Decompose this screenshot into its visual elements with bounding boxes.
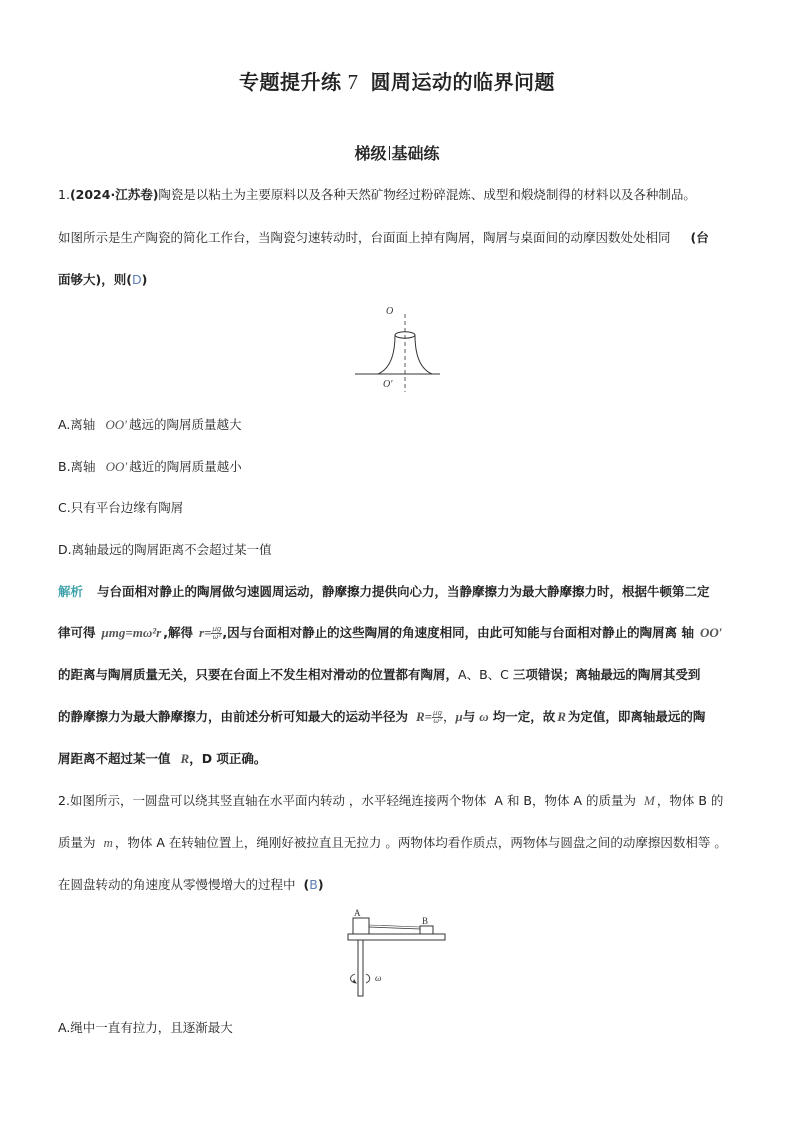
q2-text-1c: ，物体 B 的 — [656, 793, 724, 808]
q1-option-a-prefix: A.离轴 — [58, 417, 96, 432]
pottery-right-side — [415, 335, 432, 374]
disk — [348, 934, 445, 940]
analysis-text-2b: ,解得 — [163, 625, 193, 640]
q1-option-a-suffix: 越远的陶屑质量越大 — [128, 417, 242, 432]
analysis-text-3b: 三项错误；离轴最远的陶屑其受到 — [512, 667, 701, 682]
analysis-text-4b: 与 — [462, 709, 476, 724]
label-o-prime: O′ — [383, 379, 393, 390]
analysis-text-3a: 的距离与陶屑质量无关，只要在台面上不发生相对滑动的位置都有陶屑， — [58, 667, 459, 682]
analysis-text-4a: 的静摩擦力为最大静摩擦力，由前述分析可知最大的运动半径为 — [58, 709, 409, 724]
analysis-line3 — [58, 665, 700, 683]
q1-text-2-tail: (台 — [690, 230, 709, 245]
q1-source: (2024·江苏卷) — [69, 187, 159, 202]
page-title — [0, 66, 794, 95]
q2-answer: B — [309, 877, 318, 892]
block-b — [420, 926, 433, 934]
rotating-disk-figure — [345, 905, 450, 1000]
section-heading-left: 梯级 — [354, 144, 387, 163]
equation-2: r= — [198, 625, 212, 640]
q2-option-a: A.绳中一直有拉力，且逐渐最大 — [58, 1020, 233, 1035]
q2-line2 — [58, 833, 727, 851]
fraction-denominator: ω² — [212, 633, 222, 641]
q1-line2 — [58, 228, 709, 246]
q1-number: 1. — [58, 187, 70, 202]
analysis-label: 解析 — [58, 584, 84, 599]
fraction-denominator: ω² — [433, 717, 442, 725]
rope-edge — [369, 925, 420, 927]
symbol-mu: μ — [455, 709, 463, 724]
section-heading-right: 基础练 — [391, 144, 440, 163]
q2-line1 — [58, 791, 723, 809]
symbol-m-lower: m — [103, 835, 113, 850]
label-a: A — [354, 908, 361, 918]
symbol-omega: ω — [479, 709, 489, 724]
analysis-text-4d: 为定值，即离轴最远的陶 — [567, 709, 706, 724]
q1-line3 — [58, 270, 147, 288]
q2-text-1b: A 和 B，物体 A 的质量为 — [494, 793, 636, 808]
pottery-left-side — [378, 335, 395, 374]
analysis-line2 — [58, 623, 722, 641]
analysis-line1 — [58, 582, 710, 600]
q1-text-2: 如图所示是生产陶瓷的简化工作台，当陶瓷匀速转动时，台面面上掉有陶屑，陶屑与桌面间的动摩因数处处相同 — [58, 230, 671, 245]
analysis-line5 — [58, 749, 266, 767]
rope — [369, 927, 420, 929]
block-a — [353, 918, 369, 934]
q1-text-3: 面够大)，则( — [58, 272, 132, 287]
q2-text-3-open: ( — [303, 877, 310, 892]
equation-1: μmg=mω²r — [101, 625, 162, 640]
q1-option-c: C.只有平台边缘有陶屑 — [58, 500, 184, 515]
title-main: 圆周运动的临界问题 — [370, 70, 555, 94]
q1-line1 — [58, 185, 696, 203]
q1-option-a — [58, 415, 241, 433]
title-prefix: 专题提升练 — [239, 70, 342, 94]
fraction-mu-g-omega — [432, 710, 443, 725]
analysis-text-5b: ，D 项正确。 — [189, 751, 267, 766]
analysis-text-1: 与台面相对静止的陶屑做匀速圆周运动，静摩擦力提供向心力，当静摩擦力为最大静摩擦力时，根据牛顿第二定 — [97, 584, 710, 599]
pottery-wheel-figure — [340, 300, 450, 392]
q1-option-b-prefix: B.离轴 — [58, 459, 96, 474]
shaft — [358, 940, 363, 996]
label-o: O — [386, 306, 394, 317]
section-heading — [0, 141, 794, 164]
analysis-text-2a: 律可得 — [58, 625, 96, 640]
label-omega: ω — [375, 973, 382, 983]
q1-option-d: D.离轴最远的陶屑距离不会超过某一值 — [58, 542, 272, 557]
analysis-text-2c: ,因与台面相对静止的这些陶屑的角速度相同，由此可知能与台面相对静止的陶屑离 轴 — [222, 625, 694, 640]
q1-option-b-suffix: 越近的陶屑质量越小 — [129, 459, 242, 474]
fraction-mu-g-omega — [211, 626, 222, 641]
symbol-r: R — [180, 751, 190, 766]
q2-line3 — [58, 875, 324, 893]
q1-text-3-close: ) — [141, 272, 148, 287]
q1-answer: D — [131, 272, 142, 287]
q1-text-1: 陶瓷是以粘土为主要原料以及各种天然矿物经过粉碎混炼、成型和煅烧制得的材料以及各种制品。 — [158, 187, 696, 202]
fraction-numerator: μg — [212, 625, 222, 633]
q1-option-b — [58, 457, 242, 475]
analysis-text-4c: 均一定，故 — [492, 709, 556, 724]
axis-symbol: OO′ — [105, 459, 128, 474]
analysis-options-abc: A、B、C — [458, 667, 509, 682]
axis-symbol: OO′ — [105, 417, 127, 432]
q2-text-2b: ，物体 A 在转轴位置上，绳刚好被拉直且无拉力 。两物体均看作质点，两物体与圆盘之间的动摩擦因数相等 。 — [114, 835, 727, 850]
q2-text-3: 在圆盘转动的角速度从零慢慢增大的过程中 — [58, 877, 296, 892]
section-divider — [389, 146, 390, 160]
q2-text-1a: 如图所示，一圆盘可以绕其竖直轴在水平面内转动 ，水平轻绳连接两个物体 — [69, 793, 487, 808]
axis-symbol: OO′ — [699, 625, 723, 640]
equation-3: R= — [416, 709, 433, 724]
q2-number: 2. — [58, 793, 70, 808]
title-number: 7 — [347, 70, 359, 94]
arrowhead-icon — [353, 979, 357, 984]
label-b: B — [422, 916, 429, 926]
fraction-numerator: μg — [433, 709, 443, 717]
analysis-line4: 的静摩擦力为最大静摩擦力，由前述分析可知最大的运动半径为 R= $\frac{\mu g}{\text{ω²}}$ ，μ与 ω 均一定，故 R 为定值，即离轴最远的陶 — [58, 709, 706, 725]
analysis-text-5a: 屑距离不超过某一值 — [58, 751, 171, 766]
symbol-r: R — [557, 709, 566, 724]
q2-text-2a: 质量为 — [58, 835, 96, 850]
q2-text-3-close: ) — [317, 877, 324, 892]
symbol-m-upper: M — [644, 793, 655, 808]
